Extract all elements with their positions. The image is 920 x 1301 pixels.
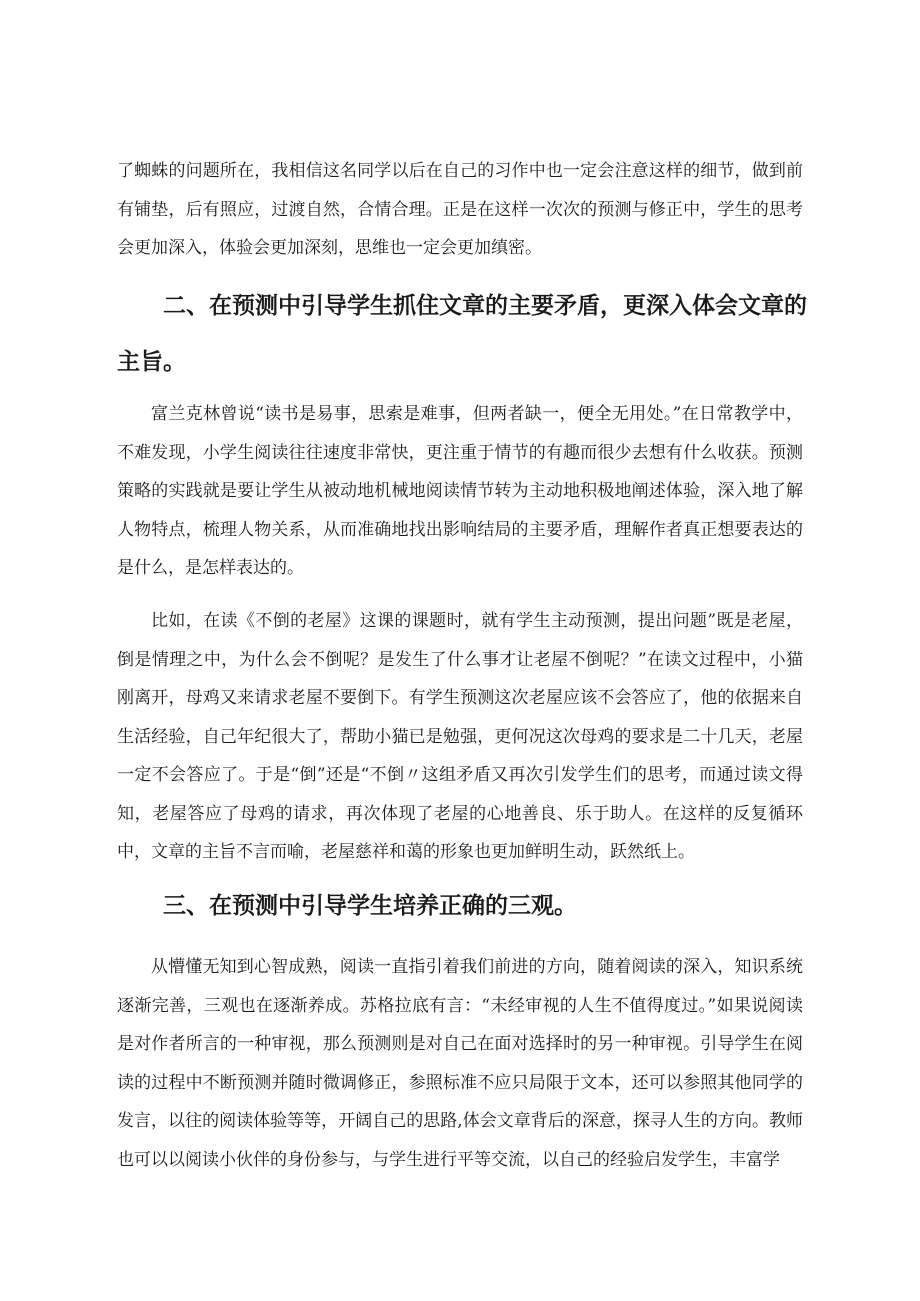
paragraph-three-views: 从懵懂无知到心智成熟，阅读一直指引着我们前进的方向，随着阅读的深入，知识系统逐渐完善，三观也在逐渐养成。苏格拉底有言：“未经审视的人生不值得度过。”如果说阅读是对作者所言的一种审视，那么预测则是对自己在面对选择时的另一种审视。引导学生在阅读的过程中不断预测并随时微调修正，参照标准不应只局限于文本，还可以参照其他同学的发言，以往的阅读体验等等，开阔自己的思路,体会文章背后的深意，探寻人生的方向。教师也可以以阅读小伙伴的身份参与，与学生进行平等交流，以自己的经验启发学生，丰富学 bbox=[117, 957, 803, 1170]
paragraph-old-house-example: 比如，在读《不倒的老屋》这课的课题时，就有学生主动预测，提出问题”既是老屋，倒是情理之中，为什么会不倒呢？是发生了什么事才让老屋不倒呢？”在读文过程中，小猫刚离开，母鸡又来请求老屋不要倒下。有学生预测这次老屋应该不会答应了，他的依据来自生活经验，自己年纪很大了，帮助小猫已是勉强，更何况这次母鸡的要求是二十几天，老屋一定不会答应了。于是“倒”还是“不倒〃这组矛盾又再次引发学生们的思考，而通过读文得知，老屋答应了母鸡的请求，再次体现了老屋的心地善良、乐于助人。在这样的反复循环中，文章的主旨不言而喻，老屋慈祥和蔼的形象也更加鲜明生动，跃然纸上。 bbox=[117, 611, 803, 862]
section-heading-2: 二、在预测中引导学生抓住文章的主要矛盾，更深入体会文章的主旨。 bbox=[117, 292, 807, 375]
paragraph-continuation: 了蜘蛛的问题所在，我相信这名同学以后在自己的习作中也一定会注意这样的细节，做到前有铺垫，后有照应，过渡自然，合情合理。正是在这样一次次的预测与修正中，学生的思考会更加深入，体验会更加深刻，思维也一定会更加缜密。 bbox=[117, 161, 803, 258]
section-heading-3: 三、在预测中引导学生培养正确的三观。 bbox=[163, 892, 577, 919]
paragraph-franklin: 富兰克林曾说“读书是易事，思索是难事，但两者缺一，便全无用处。”在日常教学中，不难发现，小学生阅读往往速度非常快，更注重于情节的有趣而很少去想有什么收获。预测策略的实践就是要让学生从被动地机械地阅读情节转为主动地积极地阐述体验，深入地了解人物特点，梳理人物关系，从而准确地找出影响结局的主要矛盾，理解作者真正想要表达的是什么，是怎样表达的。 bbox=[117, 404, 803, 578]
